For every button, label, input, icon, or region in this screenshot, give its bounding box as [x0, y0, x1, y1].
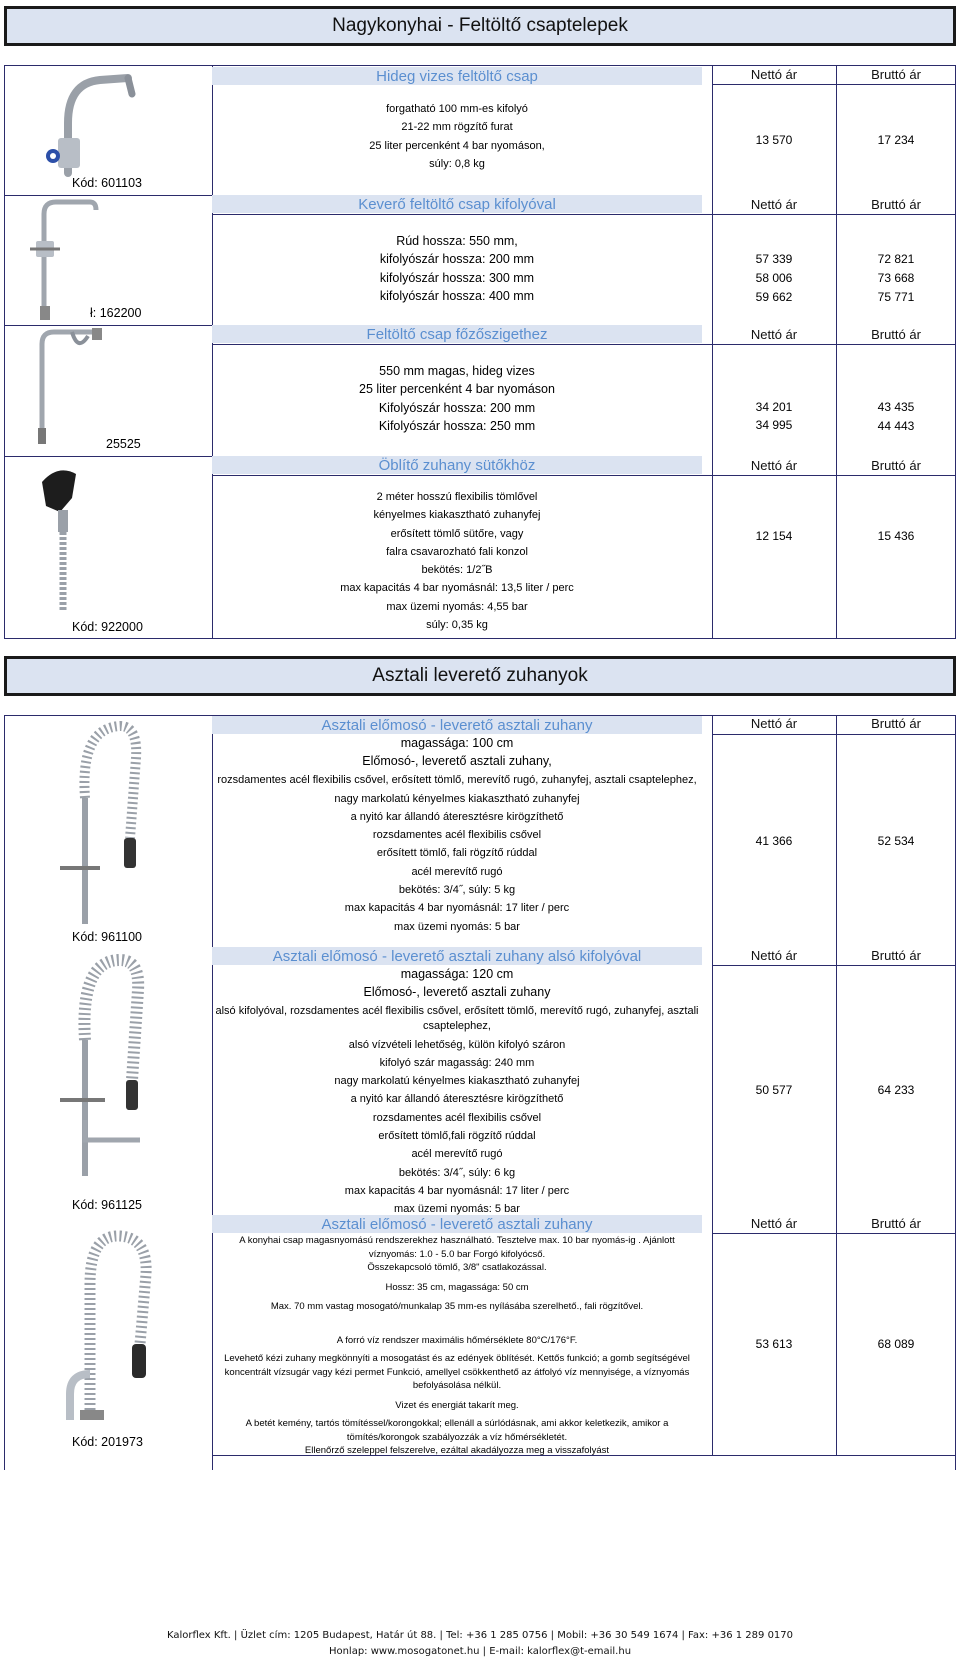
desc-line: max üzemi nyomás: 5 bar [394, 920, 520, 933]
desc-line: rozsdamentes acél flexibilis csővel [372, 1111, 542, 1124]
desc-line: A konyhai csap magasnyomású rendszerekhez használható. Tesztelve max. 10 bar nyomás-ig . Ajánlott víznyomás: 1.0 - 5.0 bar Forgó kifolyócső. [239, 1235, 675, 1260]
desc-line: Max. 70 mm vastag mosogató/munkalap 35 mm-es nyílásába szerelhető., fali rögzítővel. [270, 1301, 644, 1312]
net-price: 34 201 [755, 400, 793, 414]
gross-price: 52 534 [877, 834, 915, 848]
net-price: 12 154 [755, 529, 793, 543]
desc-line: rozsdamentes acél flexibilis csővel, erősített tömlő, merevítő rugó, zuhanyfej, asztali csaptelephez, [217, 773, 697, 786]
desc-line: erősített tömlő sütőre, vagy [390, 527, 524, 540]
net-price-header: Nettó ár [750, 326, 798, 342]
gross-price-header: Bruttó ár [871, 947, 921, 963]
footer-contact: Kalorflex Kft. | Üzlet cím: 1205 Budapest, Határ út 88. | Tel: +36 1 285 0756 | Mobil: +36 30 549 1674 | Fax: +36 1 289 0170 [166, 1630, 794, 1641]
product-name: Asztali előmosó - leverető asztali zuhany alsó kifolyóval [212, 947, 702, 965]
product-code: 25525 [106, 437, 141, 451]
product-name: Asztali előmosó - leverető asztali zuhany [212, 1215, 702, 1233]
desc-line: kifolyószár hossza: 300 mm [379, 270, 535, 285]
gross-price-header: Bruttó ár [871, 715, 921, 731]
net-price-header: Nettó ár [750, 715, 798, 731]
faucet-image [30, 328, 110, 448]
desc-line: kényelmes kiakasztható zuhanyfej [373, 509, 541, 522]
product-code: Kód: 961100 [72, 930, 142, 944]
desc-line: Összekapcsoló tömlő, 3/8" csatlakozással. [367, 1262, 547, 1273]
desc-line: a nyitó kar állandó áteresztésre kirögzíthető [350, 810, 564, 823]
desc-line: magassága: 120 cm [400, 967, 514, 981]
desc-line: acél merevítő rugó [411, 865, 503, 878]
desc-line: súly: 0,8 kg [429, 157, 485, 170]
desc-line: erősített tömlő, fali rögzítő rúddal [376, 847, 538, 860]
net-price: 59 662 [755, 290, 793, 304]
desc-line: Rúd hossza: 550 mm, [396, 234, 518, 248]
pre-rinse-shower-image [40, 950, 160, 1180]
desc-line: kifolyószár hossza: 200 mm [379, 252, 535, 267]
desc-line: A forró víz rendszer maximális hőmérséklete 80°C/176°F. [336, 1334, 578, 1346]
desc-line: 25 liter percenként 4 bar nyomáson, [369, 139, 545, 152]
pre-rinse-shower-image [40, 718, 150, 928]
desc-line: Kifolyószár hossza: 200 mm [378, 400, 536, 415]
divider [212, 214, 956, 215]
desc-line: nagy markolatú kényelmes kiakasztható zuhanyfej [334, 792, 580, 805]
desc-line: bekötés: 3/4˝, súly: 5 kg [398, 884, 516, 897]
net-price-header: Nettó ár [750, 947, 798, 963]
desc-line: max kapacitás 4 bar nyomásnál: 17 liter / perc [344, 902, 570, 915]
desc-line: 550 mm magas, hideg vizes [379, 364, 535, 378]
gross-price: 73 668 [877, 271, 915, 285]
divider [836, 65, 837, 639]
product-description [212, 1234, 702, 1458]
net-price: 34 995 [755, 418, 793, 432]
product-description [212, 965, 702, 1219]
product-description [212, 488, 702, 634]
gross-price-header: Bruttó ár [871, 326, 921, 342]
product-code: Kód: 922000 [72, 620, 143, 634]
kitchen-faucet-image [50, 1224, 160, 1424]
section-title-text: Asztali leverető zuhanyok [372, 665, 588, 686]
desc-line: 2 méter hosszú flexibilis tömlővel [376, 491, 538, 503]
net-price-header: Nettó ár [750, 457, 798, 473]
product-code: Kód: 201973 [72, 1435, 143, 1449]
desc-line: max üzemi nyomás: 5 bar [394, 1203, 520, 1216]
product-description [212, 362, 702, 435]
divider [712, 1233, 956, 1234]
desc-line: acél merevítő rugó [411, 1148, 503, 1161]
product-name: Öblítő zuhany sütőkhöz [212, 456, 702, 474]
net-price: 13 570 [755, 133, 793, 147]
gross-price-header: Bruttó ár [871, 457, 921, 473]
gross-price: 64 233 [877, 1083, 915, 1097]
gross-price: 17 234 [877, 133, 915, 147]
desc-line: max kapacitás 4 bar nyomásnál: 17 liter / perc [344, 1184, 570, 1197]
product-name: Feltöltő csap főzőszigethez [212, 325, 702, 343]
net-price-header: Nettó ár [750, 196, 798, 212]
net-price: 53 613 [755, 1337, 793, 1351]
divider [712, 84, 956, 85]
gross-price: 68 089 [877, 1337, 915, 1351]
desc-line: falra csavarozható fali konzol [386, 545, 528, 558]
net-price-header: Nettó ár [750, 1215, 798, 1231]
product-name: Asztali előmosó - leverető asztali zuhany [212, 716, 702, 734]
desc-line: súly: 0,35 kg [426, 619, 488, 632]
desc-line: bekötés: 3/4˝, súly: 6 kg [398, 1166, 516, 1179]
desc-line: forgatható 100 mm-es kifolyó [386, 103, 528, 115]
company-footer [0, 1628, 960, 1660]
net-price-header: Nettó ár [750, 66, 798, 82]
gross-price: 75 771 [877, 290, 915, 304]
divider [712, 65, 713, 639]
gross-price: 15 436 [877, 529, 915, 543]
divider [712, 965, 956, 966]
gross-price: 72 821 [877, 252, 915, 266]
faucet-image [26, 196, 106, 324]
divider [712, 715, 713, 1455]
product-code: Kód: 601103 [72, 176, 142, 190]
desc-line: rozsdamentes acél flexibilis csővel [372, 829, 542, 842]
faucet-image [40, 68, 150, 178]
desc-line: 25 liter percenként 4 bar nyomáson [359, 382, 555, 397]
product-description [212, 232, 702, 305]
desc-line: 21-22 mm rögzítő furat [401, 121, 513, 134]
product-name: Hideg vizes feltöltő csap [212, 67, 702, 85]
divider [4, 325, 212, 326]
footer-web: Honlap: www.mosogatonet.hu | E-mail: kalorflex@t-email.hu [328, 1646, 632, 1657]
desc-line: alsó kifolyóval, rozsdamentes acél flexibilis csővel, erősített tömlő, merevítő rugó, zuhanyfej, asztali csaptelephez, [215, 1004, 699, 1032]
net-price: 50 577 [755, 1083, 793, 1097]
desc-line: kifolyó szár magasság: 240 mm [379, 1056, 535, 1069]
desc-line: Vizet és energiát takarít meg. [395, 1399, 519, 1411]
desc-line: magassága: 100 cm [400, 736, 514, 750]
desc-line: erősített tömlő,fali rögzítő rúddal [378, 1130, 536, 1143]
desc-line: Ellenőrző szeleppel felszerelve, ezáltal akadályozza meg a visszafolyást [304, 1445, 610, 1456]
desc-line: Előmosó-, leverető asztali zuhany, [362, 754, 552, 769]
desc-line: kifolyószár hossza: 400 mm [379, 288, 535, 303]
gross-price-header: Bruttó ár [871, 196, 921, 212]
desc-line: nagy markolatú kényelmes kiakasztható zuhanyfej [334, 1075, 580, 1088]
product-code: Kód: 961125 [72, 1198, 142, 1212]
divider [712, 734, 956, 735]
gross-price-header: Bruttó ár [871, 1215, 921, 1231]
gross-price-header: Bruttó ár [871, 66, 921, 82]
net-price: 57 339 [755, 252, 793, 266]
net-price: 41 366 [755, 834, 793, 848]
desc-line: Levehető kézi zuhany megkönnyíti a mosogatást és az edények öblítését. Kettős funkció; a gomb segítségével koncentrált vízsugár vagy kézi permet Funkció, amellyel csökkenthető az átfolyó víz mennyisége, a víznyomás befolyásolása nélkül. [224, 1353, 690, 1391]
desc-line: max kapacitás 4 bar nyomásnál: 13,5 liter / perc [340, 582, 574, 595]
section-title-text: Nagykonyhai - Feltöltő csaptelepek [332, 15, 628, 36]
divider [212, 475, 956, 476]
section-title-feltolto [4, 6, 956, 46]
net-price: 58 006 [755, 271, 793, 285]
desc-line: max üzemi nyomás: 4,55 bar [386, 600, 528, 613]
desc-line: alsó vízvételi lehetőség, külön kifolyó száron [348, 1038, 566, 1051]
gross-price: 43 435 [877, 400, 915, 414]
desc-line: Előmosó-, leverető asztali zuhany [363, 985, 551, 1000]
product-description [212, 100, 702, 173]
product-name: Keverő feltöltő csap kifolyóval [212, 195, 702, 213]
gross-price: 44 443 [877, 419, 915, 433]
desc-line: a nyitó kar állandó áteresztésre kirögzíthető [350, 1093, 564, 1106]
product-code: ł: 162200 [90, 306, 142, 320]
product-description [212, 734, 702, 936]
desc-line: bekötés: 1/2˝B [421, 564, 493, 577]
section-title-asztali [4, 656, 956, 696]
desc-line: A betét kemény, tartós tömítéssel/korongokkal; ellenáll a súrlódásnak, ami akkor keletkezik, amikor a tömítés/korongok szabályozzák a víz hőmérsékletét. [245, 1418, 669, 1443]
divider [4, 456, 212, 457]
desc-line: Hossz: 35 cm, magassága: 50 cm [385, 1281, 529, 1293]
divider [212, 344, 956, 345]
shower-gun-image [32, 462, 102, 612]
desc-line: Kifolyószár hossza: 250 mm [378, 418, 536, 433]
